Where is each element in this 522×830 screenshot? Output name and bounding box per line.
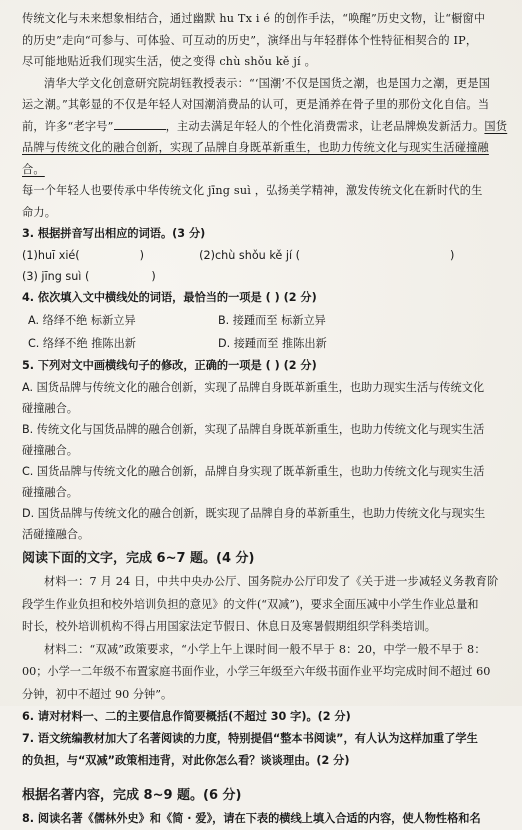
q3-item-1: (1)huī xié( xyxy=(22,249,80,262)
option-b-cont: 碰撞融合。 xyxy=(22,444,78,457)
option-a-cont: 碰撞融合。 xyxy=(22,402,78,415)
section-heading: 阅读下面的文字，完成 6~7 题。(4 分) xyxy=(22,551,255,566)
passage-line xyxy=(22,116,508,138)
material-1-line: 段学生作业负担和校外培训负担的意见》的文件(“双减”)，要求全面压减中小学生作业总量和 xyxy=(22,597,479,611)
passage-line: 的历史”走向“可参与、可体验、可互动的历史”，演绎出与年轻群体个性特征相契合的 IP， xyxy=(22,33,478,47)
q3-paren: ) xyxy=(151,270,156,283)
question-3-row xyxy=(22,266,508,287)
passage-line: 传统文化与未来想象相结合，通过幽默 hu Tx i é 的创作手法，“唤醒”历史文物，让“橱窗中 xyxy=(22,12,486,25)
option-a[interactable]: A. 络绎不绝 标新立异 xyxy=(28,314,136,327)
option-b[interactable]: B. 接踵而至 标新立异 xyxy=(218,314,326,327)
passage-text: ，主动去满足年轻人的个性化消费需求，让老品牌焕发新活力。 xyxy=(165,119,485,133)
material-2-line: 材料二：“双减”政策要求，“小学上午上课时间一般不早于 8：20，中学一般不早于 8： xyxy=(44,642,486,656)
passage-line: 运之潮。”其彰显的不仅是年轻人对国潮消费品的认可，更是涌养在骨子里的那份文化自信。当 xyxy=(22,98,490,111)
question-5-title: 5. 下列对文中画横线句子的修改，正确的一项是 ( ) (2 分) xyxy=(22,359,317,372)
passage-text: 前，许多“老字号” xyxy=(22,119,114,133)
section-heading: 根据名著内容，完成 8~9 题。(6 分) xyxy=(22,788,242,803)
option-d-cont: 活碰撞融合。 xyxy=(22,528,90,541)
material-1-line: 材料一：7 月 24 日，中共中央办公厅、国务院办公厅印发了《关于进一步减轻义务教育阶 xyxy=(44,575,499,588)
question-6: 6. 请对材料一、二的主要信息作简要概括(不超过 30 字)。(2 分) xyxy=(22,710,351,723)
material-2-line: 00；小学一二年级不布置家庭书面作业，小学三年级至六年级书面作业平均完成时间不超过 60 xyxy=(22,665,491,678)
question-3-title: 3. 根据拼音写出相应的词语。(3 分) xyxy=(22,227,206,240)
passage-line: 尽可能地贴近我们现实生活，使之变得 chù shǒu kě jí 。 xyxy=(22,55,316,68)
underlined-sentence: 国货 xyxy=(484,119,508,133)
option-b[interactable]: B. 传统文化与国货品牌的融合创新，实现了品牌自身既革新重生，也助力传统文化与现实生活 xyxy=(22,423,485,436)
option-d[interactable]: D. 接踵而至 推陈出新 xyxy=(218,337,327,350)
material-2-line: 分钟，初中不超过 90 分钟”。 xyxy=(22,687,173,701)
q3-paren: ) xyxy=(449,249,455,262)
fill-blank[interactable] xyxy=(114,117,166,130)
passage-line: 每一个年轻人也要传承中华传统文化 jīng suì ，弘扬美学精神，激发传统文化在新时代的生 xyxy=(22,184,483,197)
option-c-cont: 碰撞融合。 xyxy=(22,486,78,499)
question-4-title: 4. 依次填入文中横线处的词语，最恰当的一项是 ( ) (2 分) xyxy=(22,291,317,304)
passage-line: 清华大学文化创意研究院胡钰教授表示：“‘国潮’不仅是国货之潮，也是国力之潮，更是国 xyxy=(44,76,491,90)
option-c[interactable]: C. 络绎不绝 推陈出新 xyxy=(28,337,136,350)
underlined-sentence: 品牌与传统文化的融合创新，实现了品牌自身既革新重生，也助力传统文化与现实生活碰撞融合。 xyxy=(22,141,489,176)
question-3-row xyxy=(22,245,508,266)
q3-item-3: (3) jīng suì ( xyxy=(22,270,90,283)
question-7-cont: 的负担，与“双减”政策相违背，对此你怎么看？谈谈理由。(2 分) xyxy=(22,754,350,767)
q3-item-2: (2)chù shǒu kě jí ( xyxy=(199,249,300,262)
material-1-line: 时长，校外培训机构不得占用国家法定节假日、休息日及寒暑假期组织学科类培训。 xyxy=(22,620,436,633)
q4-options-row xyxy=(22,332,508,355)
question-8: 8. 阅读名著《儒林外史》和《简 · 爱》，请在下表的横线上填入合适的内容，使人物性格和名 xyxy=(22,812,481,825)
q4-options-row xyxy=(22,309,508,332)
q3-paren: ) xyxy=(139,249,145,262)
option-a[interactable]: A. 国货品牌与传统文化的融合创新，实现了品牌自身既革新重生，也助力现实生活与传统文化 xyxy=(22,381,485,394)
option-c[interactable]: C. 国货品牌与传统文化的融合创新，品牌自身实现了既革新重生，也助力传统文化与现实生活 xyxy=(22,465,485,478)
question-7: 7. 语文统编教材加大了名著阅读的力度，特别提倡“整本书阅读”，有人认为这样加重了学生 xyxy=(22,732,478,745)
option-d[interactable]: D. 国货品牌与传统文化的融合创新，既实现了品牌自身的革新重生，也助力传统文化与现实生 xyxy=(22,507,486,520)
passage-line: 命力。 xyxy=(22,205,57,219)
